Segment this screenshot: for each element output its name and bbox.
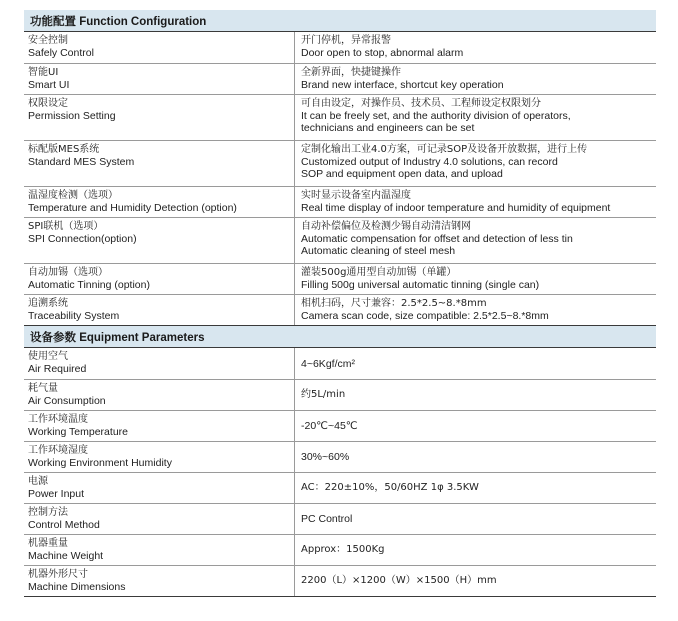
item-description-line: 全新界面，快捷键操作 [301, 67, 401, 78]
function-configuration-header: 功能配置 Function Configuration [24, 10, 656, 32]
item-description-line: Door open to stop, abnormal alarm [301, 47, 464, 59]
table-row [24, 379, 656, 410]
item-name-en: Automatic Tinning (option) [28, 279, 150, 291]
table-row [24, 472, 656, 503]
table-row [24, 534, 656, 565]
parameter-name-zh: 工作环境湿度 [28, 445, 88, 456]
parameter-name-en: Working Environment Humidity [28, 457, 172, 469]
parameter-name-cell [24, 380, 295, 410]
item-name-cell [24, 64, 295, 94]
parameter-name-zh: 机器外形尺寸 [28, 569, 88, 580]
parameter-name-cell [24, 348, 295, 379]
parameter-name-zh: 控制方法 [28, 507, 68, 518]
item-name-cell [24, 32, 295, 63]
item-description-line: SOP and equipment open data, and upload [301, 168, 503, 180]
item-name-zh: 温湿度检测（选项） [28, 190, 118, 201]
item-description-line: 实时显示设备室内温湿度 [301, 190, 411, 201]
item-description-line: 可自由设定，对操作员、技术员、工程师设定权限划分 [301, 98, 541, 109]
parameter-name-en: Air Required [28, 363, 87, 375]
item-name-cell [24, 218, 295, 263]
item-description-line: technicians and engineers can be set [301, 122, 475, 134]
parameter-name-en: Air Consumption [28, 395, 106, 407]
table-row [24, 32, 656, 63]
table-row [24, 63, 656, 94]
table-row [24, 263, 656, 294]
item-description-line: Filling 500g universal automatic tinning (single can) [301, 279, 540, 291]
parameter-name-en: Machine Weight [28, 550, 104, 562]
table-row [24, 565, 656, 596]
item-name-zh: SPI联机（选项） [28, 221, 104, 232]
equipment-parameters-table [24, 348, 656, 597]
item-description-line: Automatic compensation for offset and detection of less tin [301, 233, 573, 245]
item-description-line: 自动补偿偏位及检测少锡自动清洁钢网 [301, 221, 471, 232]
item-description-cell [295, 264, 656, 294]
item-description-cell [295, 95, 656, 140]
item-description-line: 灌装500g通用型自动加锡（单罐） [301, 267, 457, 278]
parameter-value-cell [295, 473, 656, 503]
parameter-name-cell [24, 473, 295, 503]
item-description-cell [295, 218, 656, 263]
item-description-line: Brand new interface, shortcut key operation [301, 79, 504, 91]
item-name-cell [24, 187, 295, 217]
parameter-value-cell [295, 566, 656, 596]
parameter-value: Approx：1500Kg [301, 544, 385, 555]
parameter-value-cell [295, 504, 656, 534]
item-name-en: Smart UI [28, 79, 70, 91]
item-name-cell [24, 264, 295, 294]
item-name-cell [24, 141, 295, 186]
table-row [24, 410, 656, 441]
item-description-line: Automatic cleaning of steel mesh [301, 245, 456, 257]
item-name-zh: 权限设定 [28, 98, 68, 109]
parameter-value-cell [295, 442, 656, 472]
item-description-line: It can be freely set, and the authority division of operators, [301, 110, 571, 122]
spec-sheet [24, 10, 656, 597]
table-row [24, 217, 656, 263]
item-description-line: Customized output of Industry 4.0 solutions, can record [301, 156, 558, 168]
table-row [24, 348, 656, 379]
parameter-value: PC Control [301, 513, 353, 525]
parameter-name-zh: 电源 [28, 476, 48, 487]
item-name-en: Traceability System [28, 310, 120, 322]
item-description-cell [295, 32, 656, 63]
function-configuration-table [24, 32, 656, 326]
table-row [24, 441, 656, 472]
parameter-name-cell [24, 442, 295, 472]
item-name-en: Permission Setting [28, 110, 116, 122]
parameter-name-cell [24, 411, 295, 441]
parameter-name-en: Power Input [28, 488, 85, 500]
item-name-zh: 自动加锡（选项） [28, 267, 108, 278]
item-description-line: Camera scan code, size compatible: 2.5*2.5~8.*8mm [301, 310, 549, 322]
item-name-en: Standard MES System [28, 156, 135, 168]
item-name-cell [24, 295, 295, 325]
parameter-value-cell [295, 380, 656, 410]
parameter-value: 2200（L）×1200（W）×1500（H）mm [301, 575, 497, 586]
table-row [24, 186, 656, 217]
equipment-parameters-header: 设备参数 Equipment Parameters [24, 326, 656, 348]
item-name-cell [24, 95, 295, 140]
parameter-value: -20℃~45℃ [301, 420, 358, 432]
parameter-value-cell [295, 535, 656, 565]
table-row [24, 140, 656, 186]
parameter-name-en: Working Temperature [28, 426, 128, 438]
item-description-cell [295, 295, 656, 325]
parameter-name-zh: 工作环境温度 [28, 414, 88, 425]
parameter-value-cell [295, 348, 656, 379]
table-row [24, 94, 656, 140]
item-name-en: Temperature and Humidity Detection (option) [28, 202, 237, 214]
item-description-cell [295, 187, 656, 217]
item-description-cell [295, 64, 656, 94]
table-row [24, 503, 656, 534]
parameter-value: 30%~60% [301, 451, 350, 463]
item-name-zh: 安全控制 [28, 35, 68, 46]
parameter-value: 约5L/min [301, 389, 346, 400]
item-description-line: Real time display of indoor temperature and humidity of equipment [301, 202, 611, 214]
item-name-en: SPI Connection(option) [28, 233, 137, 245]
parameter-name-en: Control Method [28, 519, 100, 531]
parameter-value: AC：220±10%，50/60HZ 1φ 3.5KW [301, 482, 479, 493]
parameter-value-cell [295, 411, 656, 441]
parameter-name-cell [24, 566, 295, 596]
item-name-zh: 智能UI [28, 67, 59, 78]
item-description-line: 定制化输出工业4.0方案，可记录SOP及设备开放数据，进行上传 [301, 144, 588, 155]
table-row [24, 294, 656, 325]
item-name-en: Safely Control [28, 47, 94, 59]
item-name-zh: 标配版MES系统 [28, 144, 100, 155]
parameter-name-cell [24, 504, 295, 534]
parameter-name-zh: 机器重量 [28, 538, 68, 549]
item-description-line: 相机扫码，尺寸兼容：2.5*2.5~8.*8mm [301, 298, 487, 309]
parameter-value: 4~6Kgf/cm² [301, 357, 355, 370]
parameter-name-cell [24, 535, 295, 565]
item-name-zh: 追溯系统 [28, 298, 68, 309]
parameter-name-zh: 使用空气 [28, 351, 68, 362]
parameter-name-zh: 耗气量 [28, 383, 58, 394]
item-description-cell [295, 141, 656, 186]
parameter-name-en: Machine Dimensions [28, 581, 126, 593]
item-description-line: 开门停机，异常报警 [301, 35, 391, 46]
